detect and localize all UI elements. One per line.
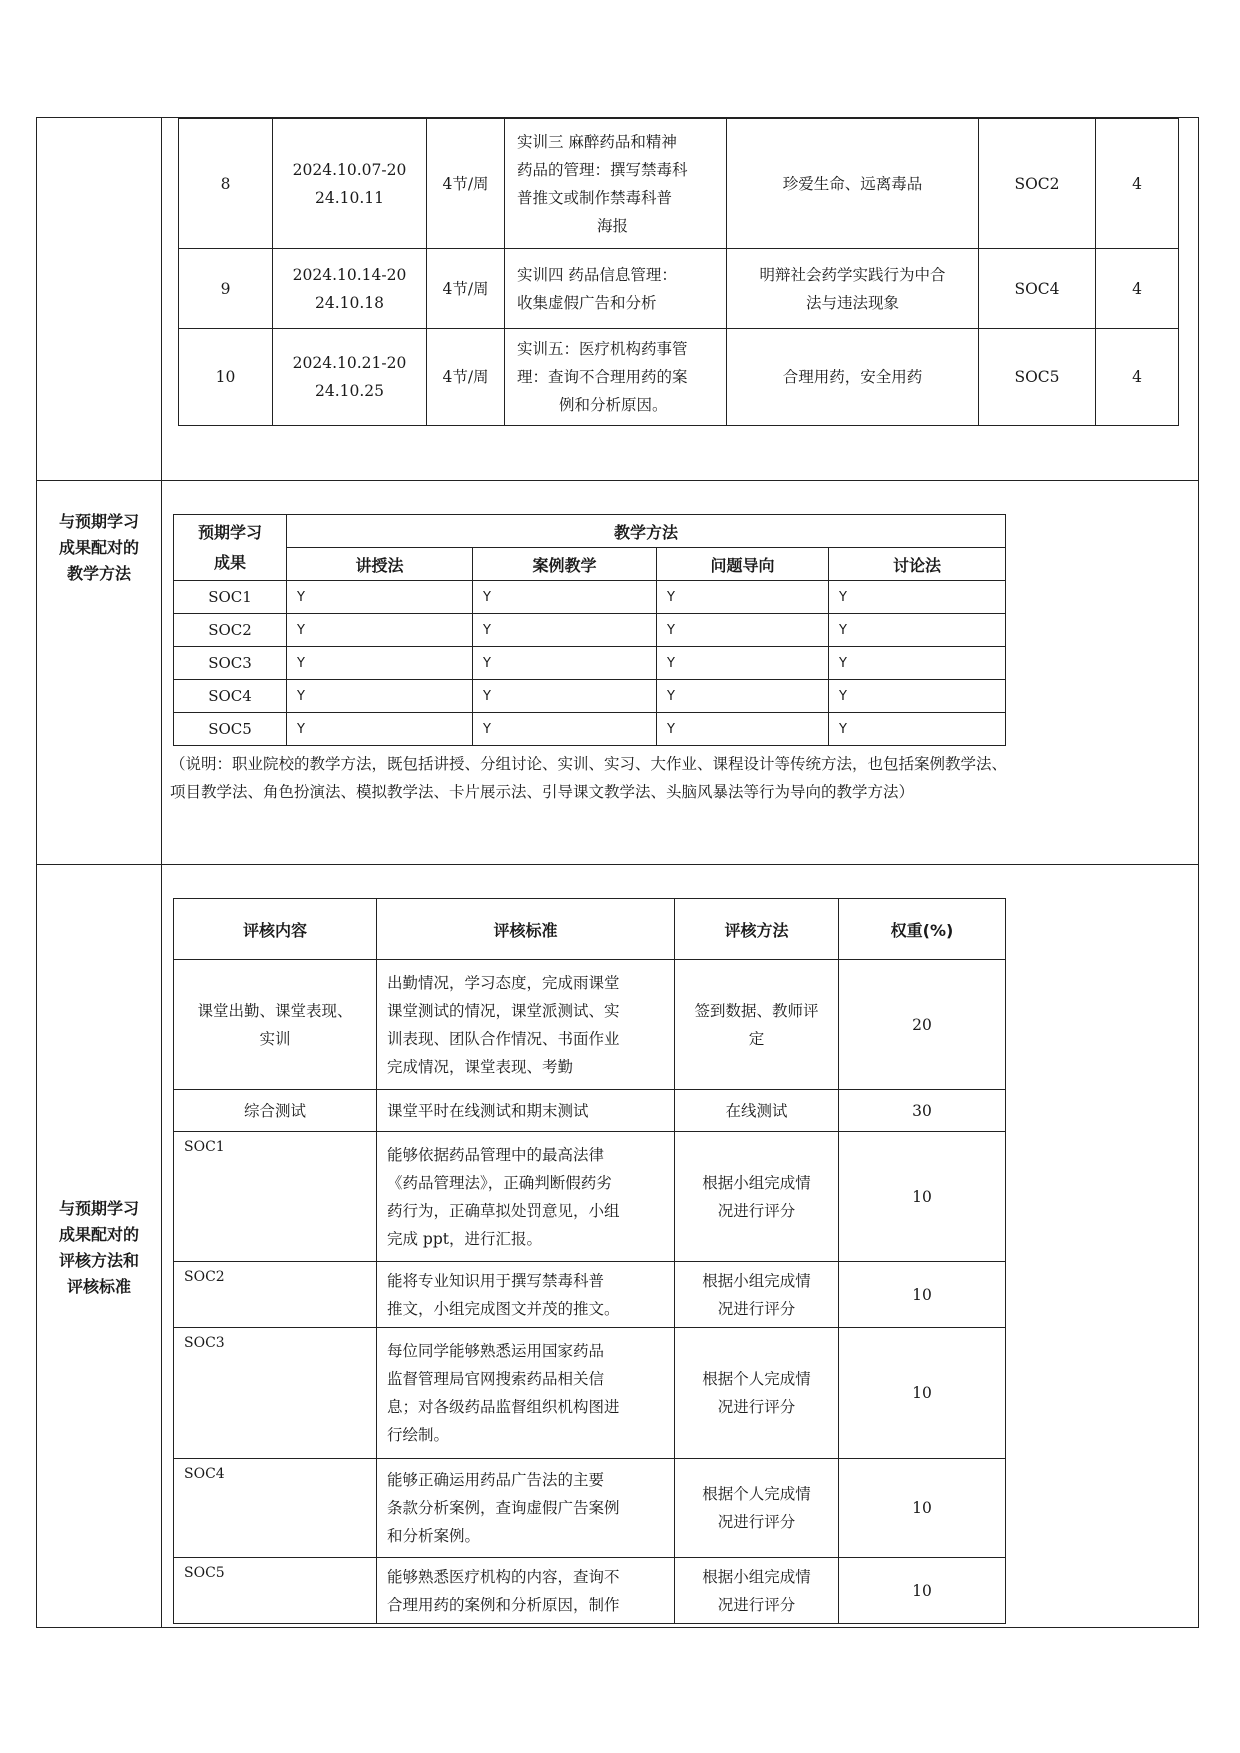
weight-cell: 20	[839, 960, 1006, 1090]
hours-cell: 4节/周	[427, 119, 505, 249]
standard-line: 药行为，正确草拟处罚意见，小组	[387, 1201, 620, 1220]
mark-cell: Y	[287, 581, 473, 614]
outcome-header	[174, 515, 287, 581]
label-line: 教学方法	[66, 563, 131, 583]
assessment-row	[174, 1558, 1006, 1624]
standard-line: 和分析案例。	[387, 1527, 481, 1545]
soc-cell: SOC4	[174, 680, 287, 713]
label-column-divider	[161, 117, 162, 1628]
standard-cell	[377, 1328, 675, 1459]
date-line: 24.10.11	[314, 188, 385, 207]
mark-cell: Y	[657, 581, 829, 614]
method-row	[174, 713, 1006, 746]
label-line: 成果配对的	[58, 537, 139, 557]
hours-cell: 4节/周	[427, 249, 505, 329]
teaching-methods-table	[173, 514, 1006, 746]
ideology-line: 法与违法现象	[805, 293, 899, 312]
ideology-cell: 珍爱生命、远离毒品	[727, 119, 979, 249]
method-row	[174, 647, 1006, 680]
header-weight: 权重(%)	[839, 899, 1006, 960]
note-line: （说明：职业院校的教学方法，既包括讲授、分组讨论、实训、实习、大作业、课程设计等传统方法，也包括案例教学法、	[170, 755, 1008, 773]
standard-cell: 课堂平时在线测试和期末测试	[377, 1090, 675, 1132]
topic-line: 药品的管理：撰写禁毒科	[517, 160, 688, 179]
standard-line: 《药品管理法》，正确判断假药劣	[387, 1173, 612, 1192]
label-line: 成果配对的	[58, 1225, 139, 1244]
mark-cell: Y	[473, 647, 657, 680]
method-line: 根据小组完成情	[702, 1271, 811, 1290]
assessment-row	[174, 1328, 1006, 1459]
schedule-row	[179, 249, 1179, 329]
method-row	[174, 581, 1006, 614]
assessment-row	[174, 1459, 1006, 1558]
mark-cell: Y	[657, 713, 829, 746]
topic-line: 例和分析原因。	[559, 396, 668, 414]
method-line: 况进行评分	[717, 1398, 796, 1416]
date-cell	[273, 249, 427, 329]
topic-line: 实训五：医疗机构药事管	[517, 340, 688, 358]
soc-cell: SOC5	[979, 329, 1096, 426]
mark-cell: Y	[473, 614, 657, 647]
standard-line: 监督管理局官网搜索药品相关信	[387, 1370, 605, 1388]
content-line: 实训	[259, 1029, 291, 1048]
topic-line: 收集虚假广告和分析	[517, 293, 657, 312]
method-row	[174, 680, 1006, 713]
weight-cell: 10	[839, 1459, 1006, 1558]
mark-cell: Y	[287, 647, 473, 680]
method-column-header: 讲授法	[287, 548, 473, 581]
mark-cell: Y	[657, 680, 829, 713]
assessment-row	[174, 1090, 1006, 1132]
soc-cell: SOC4	[174, 1459, 377, 1558]
standard-line: 能够熟悉医疗机构的内容，查询不	[387, 1567, 620, 1586]
method-line: 况进行评分	[717, 1201, 796, 1220]
topic-line: 理：查询不合理用药的案	[517, 368, 688, 386]
topic-line: 实训四 药品信息管理：	[517, 265, 677, 284]
mark-cell: Y	[657, 614, 829, 647]
section-divider-methods	[36, 480, 1199, 481]
schedule-row	[179, 329, 1179, 426]
methods-group-header: 教学方法	[287, 515, 1006, 548]
date-cell	[273, 119, 427, 249]
mark-cell: Y	[829, 581, 1006, 614]
standard-cell	[377, 1558, 675, 1624]
header-method: 评核方法	[675, 899, 839, 960]
method-cell	[675, 1459, 839, 1558]
content-cell	[174, 960, 377, 1090]
standard-line: 能够正确运用药品广告法的主要	[387, 1471, 605, 1489]
week-cell: 8	[179, 119, 273, 249]
standard-line: 完成 ppt，进行汇报。	[387, 1229, 543, 1248]
mark-cell: Y	[829, 647, 1006, 680]
week-cell: 9	[179, 249, 273, 329]
section-label-teaching-methods	[37, 480, 161, 615]
label-line: 评核方法和	[58, 1251, 139, 1270]
label-line: 评核标准	[66, 1277, 131, 1296]
standard-line: 每位同学能够熟悉运用国家药品	[387, 1342, 605, 1360]
mark-cell: Y	[829, 680, 1006, 713]
standard-line: 条款分析案例，查询虚假广告案例	[387, 1499, 620, 1517]
content-cell: 综合测试	[174, 1090, 377, 1132]
weight-cell: 10	[839, 1328, 1006, 1459]
week-cell: 10	[179, 329, 273, 426]
mark-cell: Y	[287, 614, 473, 647]
soc-cell: SOC3	[174, 1328, 377, 1459]
soc-cell: SOC5	[174, 713, 287, 746]
method-cell	[675, 1262, 839, 1328]
standard-line: 推文，小组完成图文并茂的推文。	[387, 1299, 620, 1318]
standard-line: 能够依据药品管理中的最高法律	[387, 1145, 605, 1164]
teaching-methods-note	[170, 750, 1196, 806]
method-line: 况进行评分	[717, 1299, 796, 1318]
mark-cell: Y	[473, 581, 657, 614]
standard-line: 息；对各级药品监督组织机构图进	[387, 1398, 620, 1416]
method-column-header: 案例教学	[473, 548, 657, 581]
standard-line: 训表现、团队合作情况、书面作业	[387, 1029, 620, 1048]
mark-cell: Y	[473, 680, 657, 713]
standard-cell	[377, 960, 675, 1090]
method-cell	[675, 1132, 839, 1262]
method-cell: 在线测试	[675, 1090, 839, 1132]
header-line: 预期学习	[197, 522, 262, 542]
method-column-header: 问题导向	[657, 548, 829, 581]
standard-line: 出勤情况，学习态度，完成雨课堂	[387, 973, 620, 992]
credit-cell: 4	[1096, 119, 1179, 249]
topic-line: 实训三 麻醉药品和精神	[517, 132, 677, 151]
soc-cell: SOC5	[174, 1558, 377, 1624]
topic-cell	[505, 249, 727, 329]
mark-cell: Y	[287, 680, 473, 713]
weight-cell: 10	[839, 1262, 1006, 1328]
section-divider-assessment	[36, 864, 1199, 865]
mark-cell: Y	[287, 713, 473, 746]
standard-cell	[377, 1262, 675, 1328]
standard-cell	[377, 1459, 675, 1558]
standard-cell	[377, 1132, 675, 1262]
soc-cell: SOC4	[979, 249, 1096, 329]
label-line: 与预期学习	[58, 1199, 139, 1218]
method-column-header: 讨论法	[829, 548, 1006, 581]
soc-cell: SOC2	[174, 1262, 377, 1328]
method-cell	[675, 1558, 839, 1624]
mark-cell: Y	[829, 713, 1006, 746]
schedule-row	[179, 119, 1179, 249]
date-line: 2024.10.07-20	[292, 160, 407, 179]
method-line: 签到数据、教师评	[694, 1001, 819, 1020]
topic-cell	[505, 119, 727, 249]
mark-cell: Y	[657, 647, 829, 680]
standard-line: 能将专业知识用于撰写禁毒科普	[387, 1271, 605, 1290]
ideology-line: 明辩社会药学实践行为中合	[759, 265, 946, 284]
schedule-table	[178, 118, 1179, 426]
note-line: 项目教学法、角色扮演法、模拟教学法、卡片展示法、引导课文教学法、头脑风暴法等行为导向的教学方法）	[170, 783, 915, 801]
method-cell	[675, 960, 839, 1090]
assessment-row	[174, 1262, 1006, 1328]
standard-line: 课堂测试的情况，课堂派测试、实	[387, 1001, 620, 1020]
weight-cell: 10	[839, 1132, 1006, 1262]
soc-cell: SOC1	[174, 1132, 377, 1262]
method-line: 况进行评分	[717, 1513, 796, 1531]
label-line: 与预期学习	[58, 511, 139, 531]
method-line: 根据小组完成情	[702, 1567, 811, 1586]
header-content: 评核内容	[174, 899, 377, 960]
method-cell	[675, 1328, 839, 1459]
content-line: 课堂出勤、课堂表现、	[197, 1001, 353, 1020]
topic-line: 普推文或制作禁毒科普	[517, 188, 673, 207]
method-line: 根据个人完成情	[702, 1370, 811, 1388]
soc-cell: SOC2	[979, 119, 1096, 249]
date-cell	[273, 329, 427, 426]
method-line: 况进行评分	[717, 1595, 796, 1614]
credit-cell: 4	[1096, 329, 1179, 426]
credit-cell: 4	[1096, 249, 1179, 329]
ideology-cell	[727, 249, 979, 329]
header-line: 成果	[213, 552, 246, 572]
topic-cell	[505, 329, 727, 426]
topic-line: 海报	[597, 216, 629, 235]
assessment-row	[174, 1132, 1006, 1262]
standard-line: 行绘制。	[387, 1426, 450, 1444]
standard-line: 合理用药的案例和分析原因，制作	[387, 1595, 620, 1614]
assessment-row	[174, 960, 1006, 1090]
method-line: 定	[748, 1029, 765, 1048]
weight-cell: 30	[839, 1090, 1006, 1132]
soc-cell: SOC1	[174, 581, 287, 614]
soc-cell: SOC2	[174, 614, 287, 647]
date-line: 24.10.25	[314, 382, 385, 400]
method-row	[174, 614, 1006, 647]
mark-cell: Y	[473, 713, 657, 746]
mark-cell: Y	[829, 614, 1006, 647]
date-line: 24.10.18	[314, 293, 385, 312]
header-standard: 评核标准	[377, 899, 675, 960]
section-label-assessment	[37, 1178, 161, 1318]
soc-cell: SOC3	[174, 647, 287, 680]
method-line: 根据个人完成情	[702, 1485, 811, 1503]
ideology-cell: 合理用药，安全用药	[727, 329, 979, 426]
weight-cell: 10	[839, 1558, 1006, 1624]
date-line: 2024.10.14-20	[292, 265, 407, 284]
date-line: 2024.10.21-20	[292, 354, 407, 372]
assessment-table	[173, 898, 1006, 1624]
standard-line: 完成情况，课堂表现、考勤	[387, 1057, 574, 1076]
method-line: 根据小组完成情	[702, 1173, 811, 1192]
hours-cell: 4节/周	[427, 329, 505, 426]
